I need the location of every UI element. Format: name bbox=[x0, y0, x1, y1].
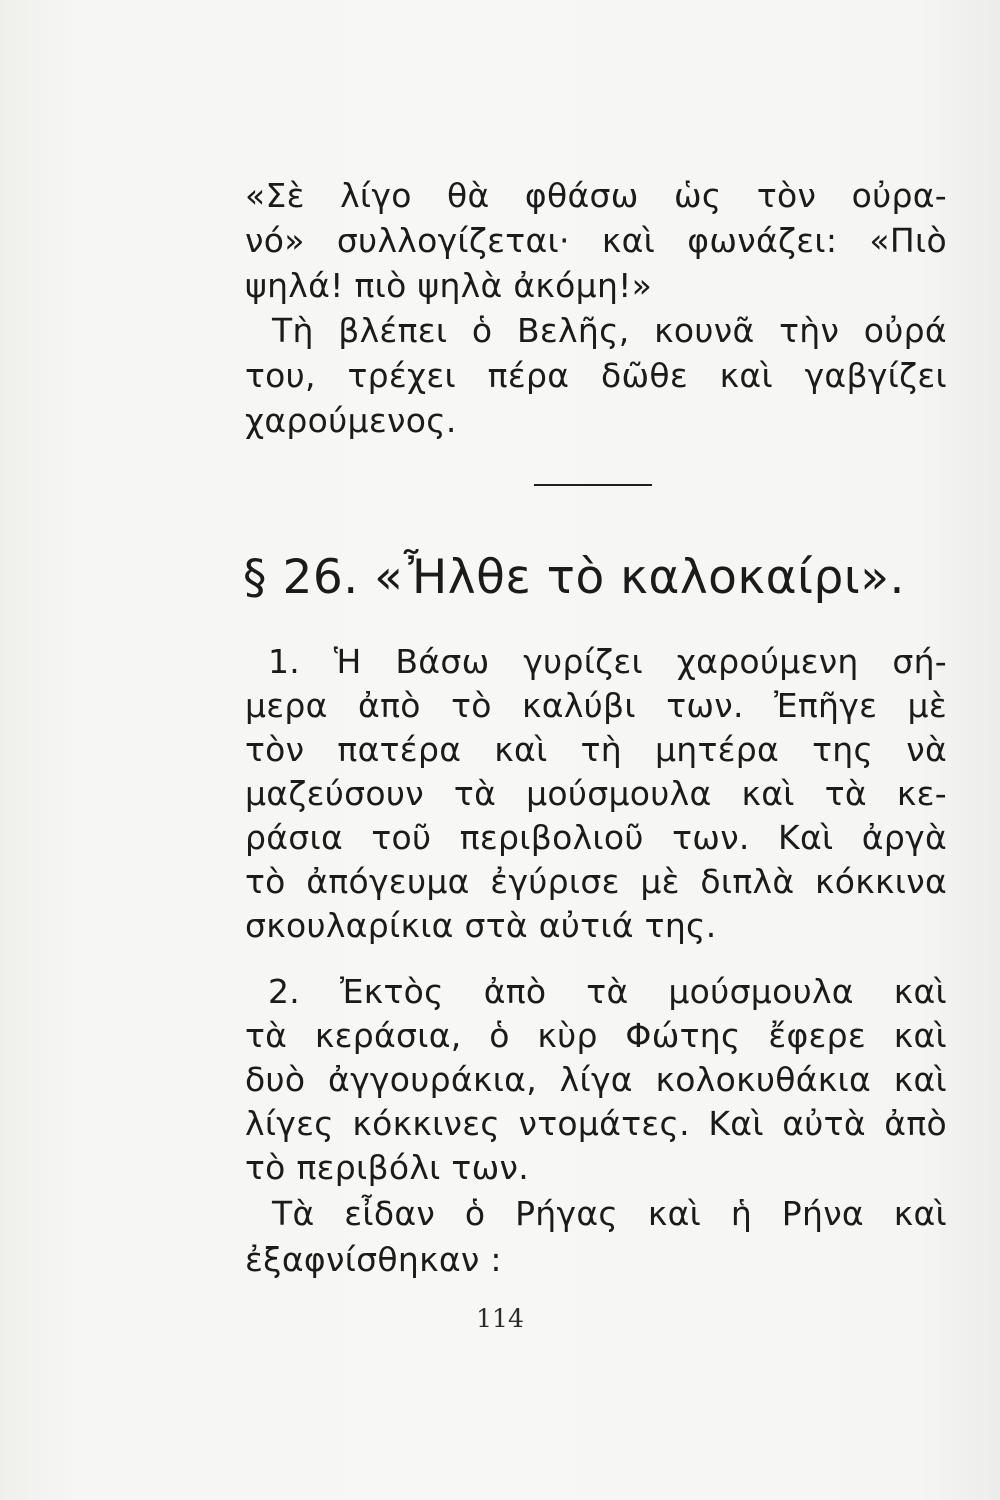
page-number: 114 bbox=[476, 1304, 524, 1333]
text-line: λίγες κόκκινες ντομάτες. Καὶ αὐτὰ ἀπὸ bbox=[245, 1104, 947, 1143]
text-line: ράσια τοῦ περιβολιοῦ των. Καὶ ἀργὰ bbox=[245, 818, 947, 857]
text-line: τὰ κεράσια, ὁ κὺρ Φώτης ἔφερε καὶ bbox=[245, 1016, 947, 1055]
text-line: τὸν πατέρα καὶ τὴ μητέρα της νὰ bbox=[245, 730, 947, 769]
text-line: σκουλαρίκια στὰ αὐτιά της. bbox=[245, 906, 717, 945]
text-line: τὸ ἀπόγευμα ἐγύρισε μὲ διπλὰ κόκκινα bbox=[245, 862, 947, 901]
text-line: 1. Ἡ Βάσω γυρίζει χαρούμενη σή- bbox=[268, 642, 947, 681]
text-line: χαρούμενος. bbox=[245, 401, 457, 440]
text-line: τὸ περιβόλι των. bbox=[245, 1148, 530, 1187]
text-line: νό» συλλογίζεται· καὶ φωνάζει: «Πιὸ bbox=[245, 221, 947, 260]
section-heading: § 26. «Ἦλθε τὸ καλοκαίρι». bbox=[243, 550, 905, 605]
section-divider bbox=[534, 484, 652, 486]
text-line: μαζεύσουν τὰ μούσμουλα καὶ τὰ κε- bbox=[245, 774, 947, 813]
text-line: δυὸ ἀγγουράκια, λίγα κολοκυθάκια καὶ bbox=[245, 1060, 947, 1099]
text-line: 2. Ἐκτὸς ἀπὸ τὰ μούσμουλα καὶ bbox=[268, 972, 947, 1011]
text-line: μερα ἀπὸ τὸ καλύβι των. Ἐπῆγε μὲ bbox=[245, 686, 947, 725]
text-line: Τὰ εἶδαν ὁ Ρήγας καὶ ἡ Ρήνα καὶ bbox=[272, 1194, 947, 1233]
text-line: ἐξαφνίσθηκαν : bbox=[245, 1240, 502, 1279]
text-line: Τὴ βλέπει ὁ Βελῆς, κουνᾶ τὴν οὐρά bbox=[272, 311, 947, 350]
text-line: «Σὲ λίγο θὰ φθάσω ὡς τὸν οὐρα- bbox=[245, 176, 947, 215]
text-line: του, τρέχει πέρα δῶθε καὶ γαβγίζει bbox=[245, 356, 947, 395]
text-line: ψηλά! πιὸ ψηλὰ ἀκόμη!» bbox=[245, 266, 653, 305]
